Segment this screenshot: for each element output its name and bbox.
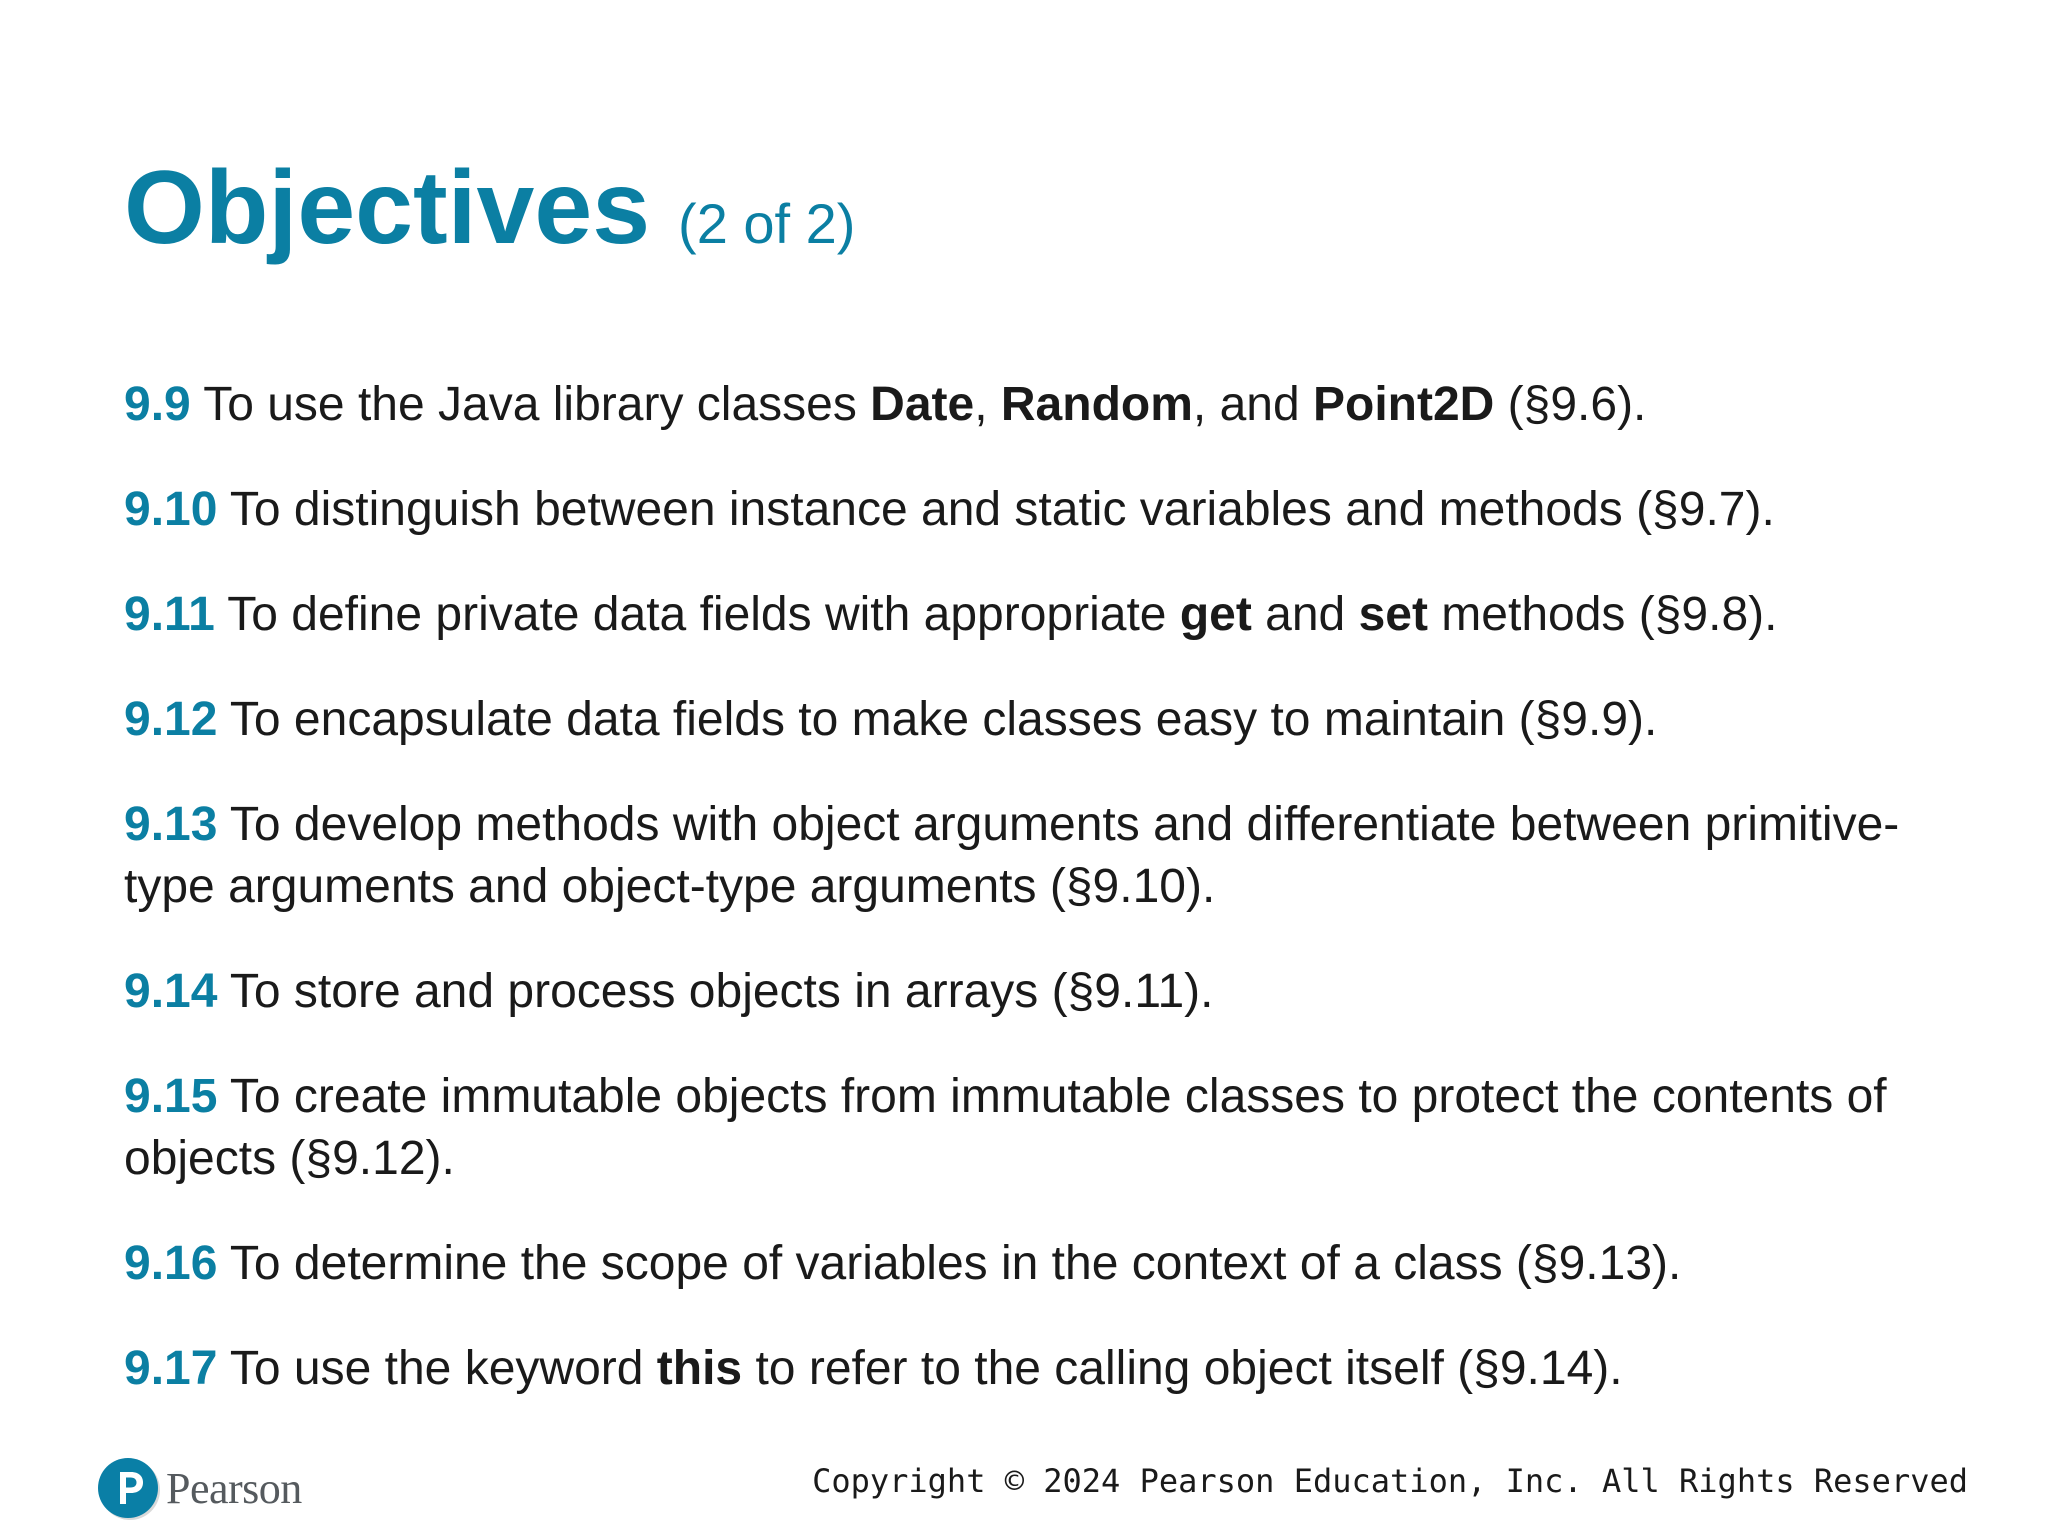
objectives-list: [124, 374, 1984, 1443]
objective-text: (§9.6).: [1494, 378, 1647, 431]
objective-text: to refer to the calling object itself (§9.14).: [742, 1342, 1623, 1395]
title-subtitle: (2 of 2): [678, 192, 856, 255]
objective-text: ,: [974, 378, 1001, 431]
objective-text: To create immutable objects from immutable classes to protect the contents of objects (§9.12).: [124, 1070, 1887, 1185]
class-name-date: Date: [870, 378, 975, 431]
objective-number: 9.12: [124, 693, 218, 746]
keyword-this: this: [656, 1342, 743, 1395]
objective-text: To develop methods with object arguments and differentiate between primitive-type arguments and object-type arguments (§9.10).: [124, 798, 1900, 913]
class-name-random: Random: [1000, 378, 1193, 431]
objective-text: To determine the scope of variables in the context of a class (§9.13).: [217, 1237, 1682, 1290]
objective-number: 9.17: [124, 1342, 218, 1395]
keyword-set: set: [1358, 588, 1428, 641]
objective-text: and: [1251, 588, 1359, 641]
pearson-logo-text: Pearson: [166, 1463, 302, 1513]
objective-text: methods (§9.8).: [1427, 588, 1778, 641]
objective-number: 9.13: [124, 798, 218, 851]
objective-item: [124, 1338, 1984, 1400]
pearson-logo: [98, 1456, 302, 1520]
keyword-get: get: [1179, 588, 1252, 641]
objective-number: 9.14: [124, 965, 218, 1018]
objective-text: To define private data fields with appropriate: [214, 588, 1180, 641]
objective-number: 9.16: [124, 1237, 218, 1290]
objective-text: To store and process objects in arrays (§9.11).: [217, 965, 1214, 1018]
pearson-p-logo-icon: [98, 1458, 158, 1518]
copyright-notice: Copyright © 2024 Pearson Education, Inc. All Rights Reserved: [812, 1462, 1968, 1500]
objective-number: 9.9: [124, 378, 191, 431]
objective-item: [124, 479, 1984, 541]
class-name-point2d: Point2D: [1312, 378, 1495, 431]
slide-title: [124, 150, 856, 266]
objective-item: [124, 961, 1984, 1023]
objective-number: 9.11: [124, 588, 215, 641]
objective-item: [124, 374, 1984, 436]
objective-item: [124, 794, 1984, 918]
objective-item: [124, 1066, 1984, 1190]
objective-number: 9.15: [124, 1070, 218, 1123]
objective-text: To distinguish between instance and static variables and methods (§9.7).: [217, 483, 1775, 536]
objective-text: To use the keyword: [217, 1342, 657, 1395]
objective-item: [124, 689, 1984, 751]
objective-text: To encapsulate data fields to make classes easy to maintain (§9.9).: [217, 693, 1658, 746]
title-main: Objectives: [124, 150, 651, 266]
objective-item: [124, 584, 1984, 646]
objective-item: [124, 1233, 1984, 1295]
objective-text: , and: [1192, 378, 1313, 431]
objective-text: To use the Java library classes: [190, 378, 871, 431]
objective-number: 9.10: [124, 483, 218, 536]
